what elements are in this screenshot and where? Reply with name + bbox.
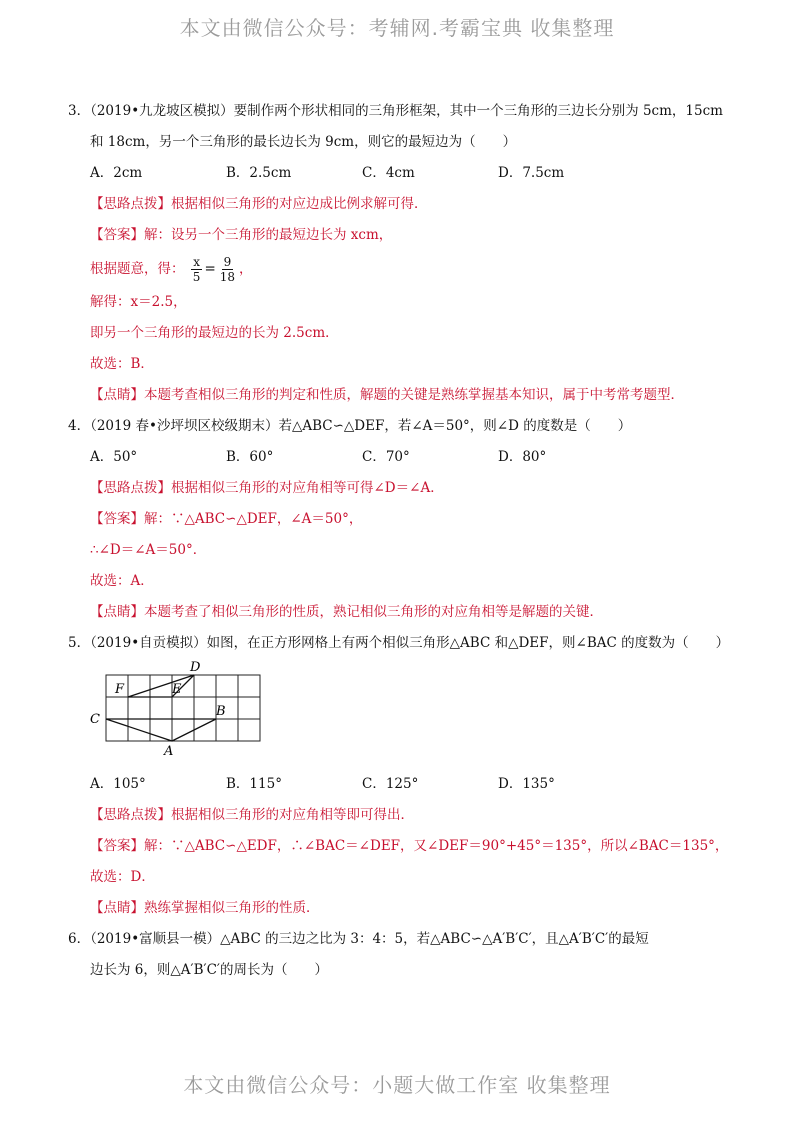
question-3 [68, 96, 728, 411]
q4-hint: 【思路点拨】根据相似三角形的对应角相等可得∠D＝∠A． [90, 480, 444, 496]
label-d: D [190, 660, 201, 675]
question-5 [68, 628, 728, 924]
q5-choice: 故选：D． [90, 869, 155, 885]
label-e: E [172, 682, 182, 697]
q4-step: ∴∠D＝∠A＝50°． [90, 542, 207, 558]
q3-options [68, 158, 728, 189]
q3-stem-line2: 和 18cm，另一个三角形的最长边长为 9cm，则它的最短边为（ ） [90, 134, 517, 150]
watermark-bottom: 本文由微信公众号：小题大做工作室 收集整理 [183, 1073, 611, 1097]
q5-options [68, 769, 728, 800]
q3-solve: 解得：x＝2.5， [90, 294, 187, 310]
question-4 [68, 411, 728, 628]
q5-grid-figure [68, 659, 728, 769]
q4-option-a: A．50° [90, 449, 138, 465]
q3-comment: 【点睛】本题考查相似三角形的判定和性质，解题的关键是熟练掌握基本知识，属于中考常考题型． [90, 387, 684, 403]
q3-conclusion: 即另一个三角形的最短边的长为 2.5cm． [90, 325, 339, 341]
q5-stem-line1: 5．（2019•自贡模拟）如图，在正方形网格上有两个相似三角形△ABC 和△DEF，则∠BAC 的度数为（ ） [68, 635, 730, 651]
q5-answer: 【答案】解：∵△ABC∽△EDF，∴∠BAC＝∠DEF，又∠DEF＝90°+45°＝135°，所以∠BAC＝135°， [90, 838, 729, 854]
q6-stem-line2: 边长为 6，则△A′B′C′的周长为（ ） [90, 962, 328, 978]
q3-option-c: C．4cm [362, 165, 415, 181]
q4-option-b: B．60° [226, 449, 274, 465]
label-c: C [90, 712, 100, 727]
q3-frac2-denominator: 18 [219, 270, 236, 284]
q4-options [68, 442, 728, 473]
q4-answer: 【答案】解：∵△ABC∽△DEF，∠A＝50°， [90, 511, 363, 527]
q6-stem-line1: 6．（2019•富顺县一模）△ABC 的三边之比为 3：4：5，若△ABC∽△A′B′C′，且△A′B′C′的最短 [68, 931, 649, 947]
q3-frac1-denominator: 5 [192, 270, 201, 284]
q3-equation: 根据题意，得： $\frac{x}{5}$ = $\frac{9}{18}$ ， [90, 255, 253, 284]
q4-option-c: C．70° [362, 449, 410, 465]
q4-stem-line1: 4．（2019 春•沙坪坝区校级期末）若△ABC∽△DEF，若∠A＝50°，则∠D 的度数是（ ） [68, 418, 632, 434]
q4-comment: 【点睛】本题考查了相似三角形的性质，熟记相似三角形的对应角相等是解题的关键． [90, 604, 603, 620]
triangle-abc [106, 719, 216, 741]
q3-equation-prefix: 根据题意，得： [90, 261, 185, 277]
triangle-def [128, 675, 194, 697]
q5-option-c: C．125° [362, 776, 419, 792]
q5-option-b: B．115° [226, 776, 282, 792]
q5-option-d: D．135° [498, 776, 555, 792]
q3-option-d: D．7.5cm [498, 165, 565, 181]
q3-answer: 【答案】解：设另一个三角形的最短边长为 xcm， [90, 227, 393, 243]
q4-option-d: D．80° [498, 449, 547, 465]
q3-fraction-2 [218, 255, 237, 284]
watermark-top: 本文由微信公众号：考辅网.考霸宝典 收集整理 [179, 16, 615, 40]
label-a: A [164, 744, 174, 759]
q5-comment: 【点睛】熟练掌握相似三角形的性质． [90, 900, 320, 916]
q4-choice: 故选：A． [90, 573, 154, 589]
q5-option-a: A．105° [90, 776, 146, 792]
q3-option-a: A．2cm [90, 165, 143, 181]
q3-stem-line1: 3．（2019•九龙坡区模拟）要制作两个形状相同的三角形框架，其中一个三角形的三边长分别为 5cm，15cm [68, 103, 723, 119]
q3-frac1-numerator: x [193, 255, 200, 269]
q3-choice: 故选：B． [90, 356, 154, 372]
q3-equation-suffix: ， [239, 261, 253, 277]
q5-grid-svg [90, 659, 290, 759]
label-b: B [216, 704, 226, 719]
q5-hint: 【思路点拨】根据相似三角形的对应角相等即可得出． [90, 807, 414, 823]
q3-option-b: B．2.5cm [226, 165, 292, 181]
document-body [68, 96, 728, 986]
q3-hint: 【思路点拨】根据相似三角形的对应边成比例求解可得． [90, 196, 428, 212]
question-6 [68, 924, 728, 986]
q3-frac2-numerator: 9 [223, 255, 232, 269]
q3-fraction-1 [191, 255, 203, 284]
label-f: F [115, 682, 125, 697]
